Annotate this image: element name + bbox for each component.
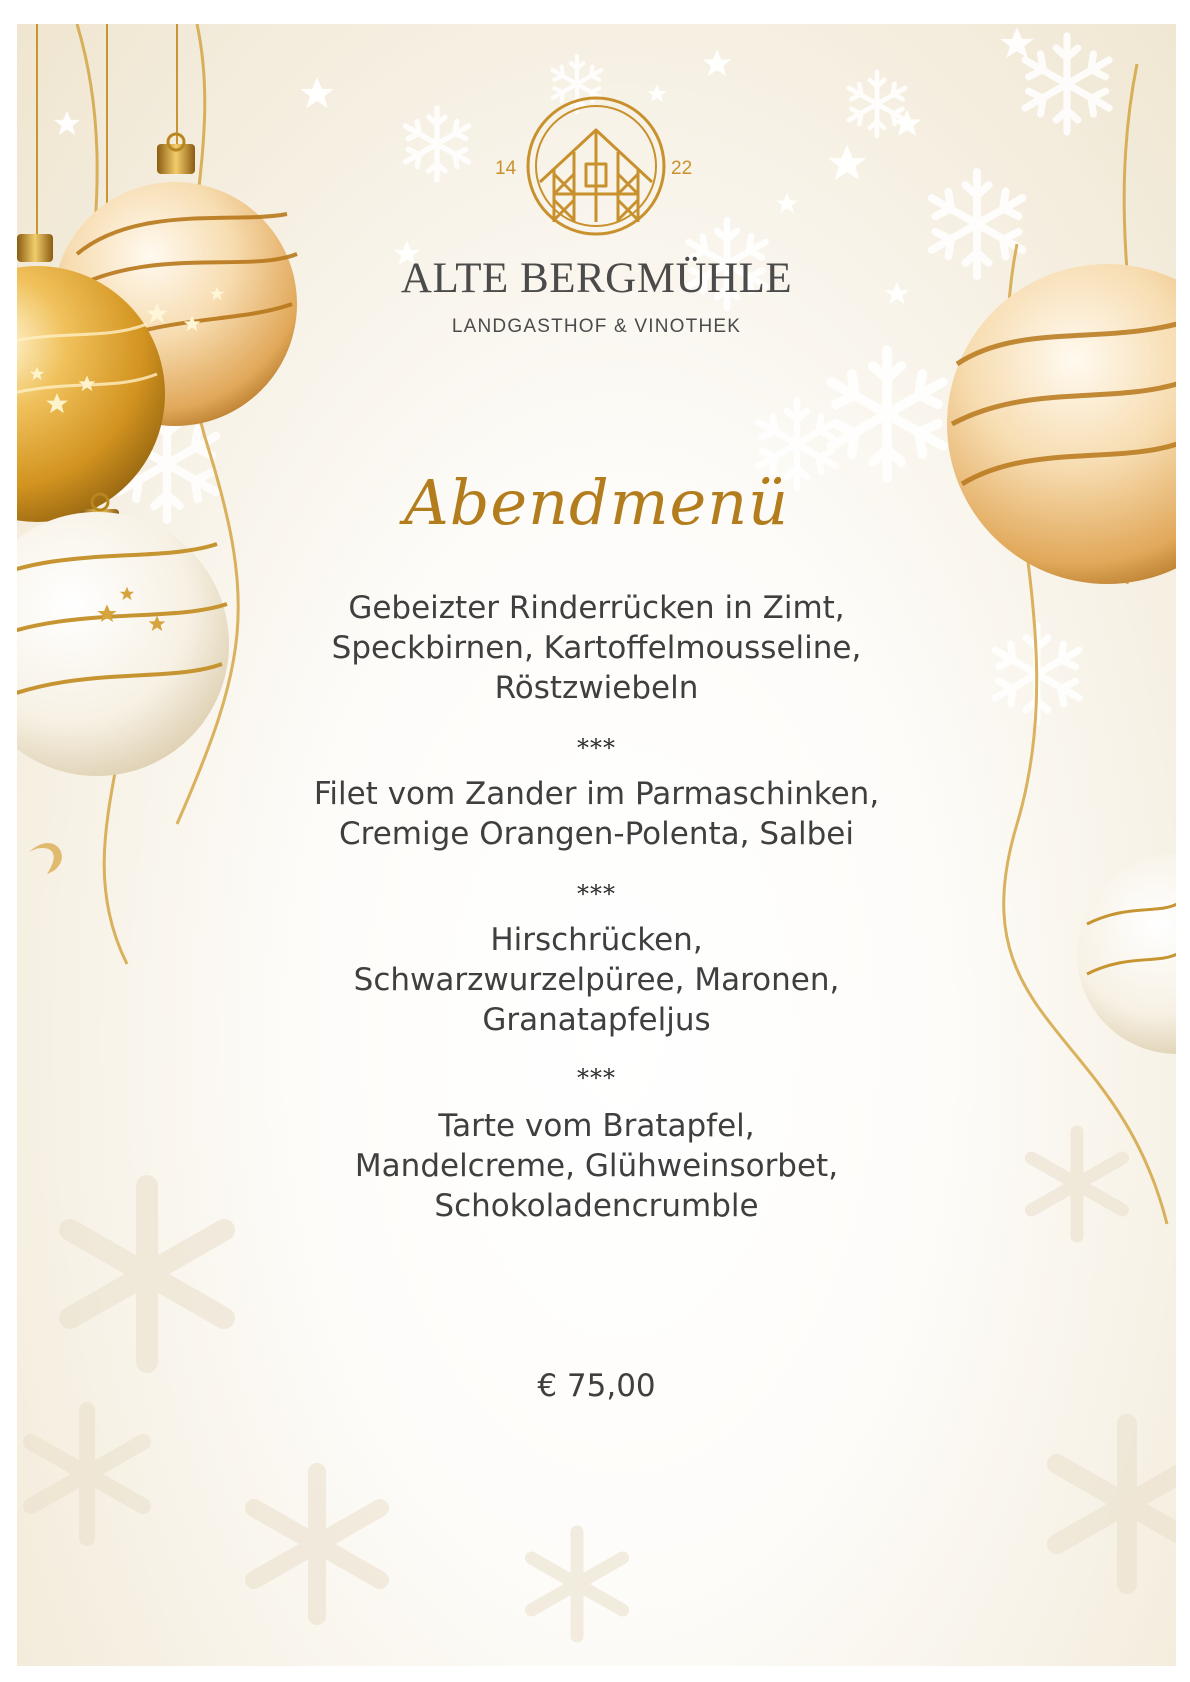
- mill-house-logo-icon: [524, 94, 668, 238]
- course-line: Schokoladencrumble: [434, 1188, 759, 1224]
- menu-course: [17, 920, 1176, 1040]
- course-separator: ***: [577, 880, 616, 908]
- course-line: Schwarzwurzelpüree, Maronen,: [353, 962, 840, 998]
- course-line: Hirschrücken,: [490, 922, 703, 958]
- course-separator: ***: [577, 734, 616, 762]
- menu-title: Abendmenü: [403, 466, 790, 539]
- course-line: Cremige Orangen-Polenta, Salbei: [339, 816, 854, 852]
- founding-year-right: 22: [671, 158, 693, 179]
- course-line: Filet vom Zander im Parmaschinken,: [313, 776, 880, 812]
- course-line: Granatapfeljus: [482, 1002, 711, 1038]
- founding-year-left: 14: [495, 158, 517, 179]
- brand-tagline: LANDGASTHOF & VINOTHEK: [451, 316, 742, 337]
- menu-card: [17, 24, 1176, 1666]
- course-line: Tarte vom Bratapfel,: [438, 1108, 755, 1144]
- course-line: Röstzwiebeln: [494, 670, 699, 706]
- course-line: Speckbirnen, Kartoffelmousseline,: [331, 630, 862, 666]
- menu-course: [17, 1106, 1176, 1226]
- menu-course: [17, 774, 1176, 854]
- course-line: Mandelcreme, Glühweinsorbet,: [354, 1148, 839, 1184]
- menu-price: € 75,00: [537, 1368, 656, 1404]
- menu-course: [17, 588, 1176, 708]
- brand-name: ALTE BERGMÜHLE: [400, 255, 793, 302]
- course-line: Gebeizter Rinderrücken in Zimt,: [348, 590, 845, 626]
- course-separator: ***: [577, 1064, 616, 1092]
